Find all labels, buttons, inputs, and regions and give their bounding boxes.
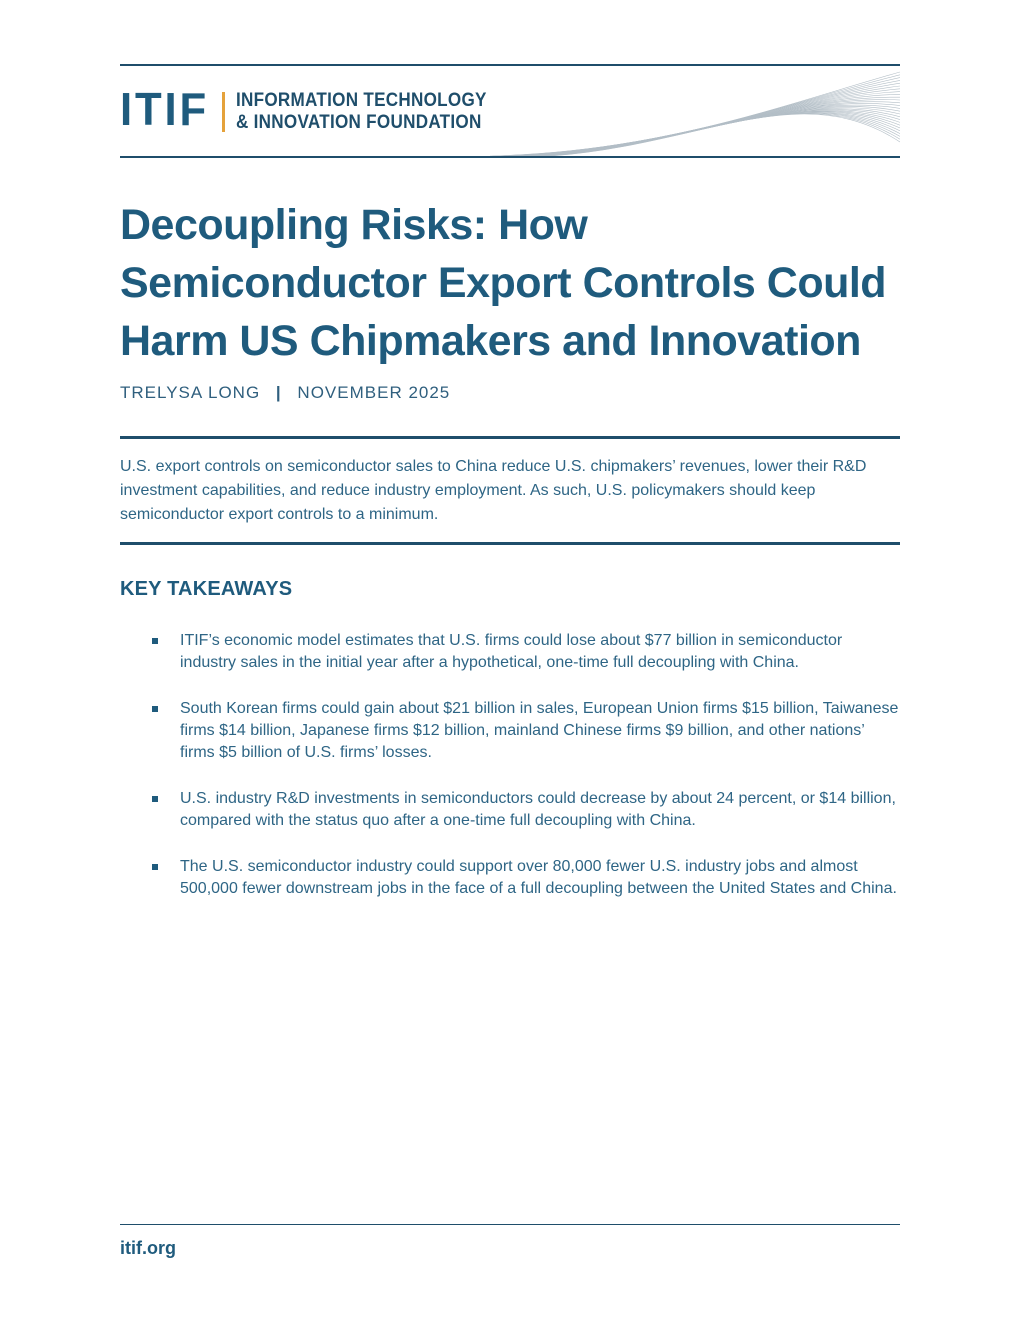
org-name-line-1: INFORMATION TECHNOLOGY (236, 90, 487, 111)
org-name (236, 90, 487, 134)
report-title: Decoupling Risks: How Semiconductor Export Controls Could Harm US Chipmakers and Innovation (120, 201, 887, 365)
abstract-bottom-rule (120, 542, 900, 545)
swoosh-line (528, 109, 900, 156)
abstract-top-rule (120, 436, 900, 439)
takeaway-text: ITIF’s economic model estimates that U.S. firms could lose about $77 billion in semiconductor industry sales in the initial year after a hypothetical, one-time full decoupling with China. (180, 632, 843, 671)
swoosh-line (507, 92, 900, 156)
byline-separator: | (275, 383, 282, 402)
takeaway-text: The U.S. semiconductor industry could support over 80,000 fewer U.S. industry jobs and almost 500,000 fewer downstream jobs in the face of a full decoupling between the United States and China. (180, 858, 897, 897)
takeaway-item (150, 788, 900, 832)
swoosh-line (512, 97, 900, 156)
takeaway-item (150, 630, 900, 674)
takeaway-text: South Korean firms could gain about $21 billion in sales, European Union firms $15 billion, Taiwanese firms $14 billion, Japanese firms $12 billion, mainland Chinese firms $9 billion, and other nations’ firms $5 billion of U.S. firms’ losses. (180, 700, 899, 761)
swoosh-line (490, 72, 900, 156)
swoosh-line (497, 80, 900, 156)
byline (120, 383, 450, 403)
square-bullet-icon (152, 638, 158, 644)
square-bullet-icon (152, 864, 158, 870)
author-name: TRELYSA LONG (120, 383, 261, 402)
swoosh-line (521, 105, 900, 156)
square-bullet-icon (152, 796, 158, 802)
swoosh-line (526, 108, 900, 156)
square-bullet-icon (152, 706, 158, 712)
footer-rule (120, 1224, 900, 1225)
header-swoosh-graphic (480, 66, 900, 156)
takeaway-item (150, 856, 900, 900)
itif-logo-mark[interactable]: ITIF (120, 83, 210, 135)
publication-date: NOVEMBER 2025 (297, 383, 451, 402)
swoosh-line (509, 94, 900, 156)
logo-divider (222, 92, 225, 132)
key-takeaways-heading: KEY TAKEAWAYS (120, 578, 293, 600)
takeaway-item (150, 698, 900, 764)
swoosh-line (502, 86, 900, 156)
header-bottom-rule (120, 156, 900, 158)
key-takeaways-list (150, 630, 900, 924)
takeaway-text: U.S. industry R&D investments in semiconductors could decrease by about 24 percent, or $14 billion, compared with the status quo after a one-time full decoupling with China. (180, 790, 896, 829)
org-name-line-2: & INNOVATION FOUNDATION (236, 112, 482, 133)
swoosh-line (524, 106, 900, 156)
swoosh-line (519, 103, 900, 156)
swoosh-line (504, 89, 900, 156)
swoosh-line (495, 78, 900, 156)
swoosh-line (500, 83, 900, 156)
footer-website-link[interactable]: itif.org (120, 1238, 176, 1258)
abstract-text: U.S. export controls on semiconductor sales to China reduce U.S. chipmakers’ revenues, lower their R&D investment capabilities, and reduce industry employment. As such, U.S. policymakers should keep semiconductor export controls to a minimum. (120, 458, 867, 523)
